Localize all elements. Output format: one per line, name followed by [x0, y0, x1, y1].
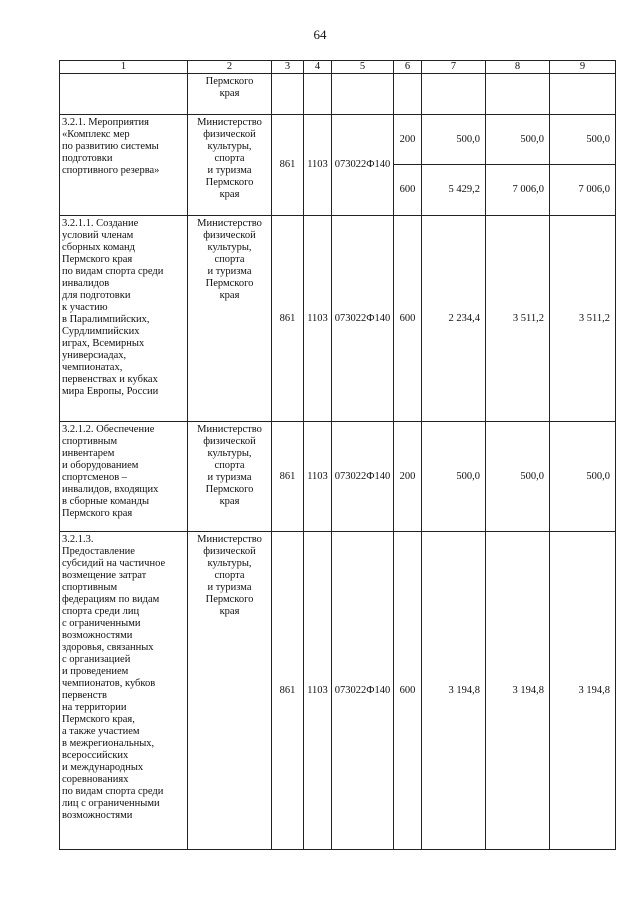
- table-row: [60, 216, 616, 422]
- col-header-6: 6: [394, 61, 422, 74]
- cell-section: 1103: [304, 532, 332, 850]
- table-row: [60, 74, 616, 115]
- cell-grbs: 861: [272, 115, 304, 216]
- cell-expense-type: 200: [394, 115, 422, 165]
- cell-target-article: 073022Ф140: [332, 422, 394, 532]
- cell-value-year1: 5 429,2: [422, 165, 486, 216]
- cell-value-year1: 500,0: [422, 422, 486, 532]
- col-header-5: 5: [332, 61, 394, 74]
- cell-section: 1103: [304, 115, 332, 216]
- table-row: [60, 422, 616, 532]
- col-header-4: 4: [304, 61, 332, 74]
- col-header-2: 2: [188, 61, 272, 74]
- cell-organization: Министерство физической культуры, спорта и туризма Пермского края: [188, 216, 272, 422]
- cell-organization: Министерство физической культуры, спорта и туризма Пермского края: [188, 532, 272, 850]
- cell-target-article: 073022Ф140: [332, 115, 394, 216]
- cell-organization: Министерство физической культуры, спорта и туризма Пермского края: [188, 422, 272, 532]
- cell-value-year3: 7 006,0: [550, 165, 616, 216]
- col-header-7: 7: [422, 61, 486, 74]
- col-header-9: 9: [550, 61, 616, 74]
- cell-target-article: 073022Ф140: [332, 216, 394, 422]
- budget-table: [59, 60, 616, 850]
- cell-value-year3: 3 194,8: [550, 532, 616, 850]
- cell-section: 1103: [304, 422, 332, 532]
- cell-value-year1: 500,0: [422, 115, 486, 165]
- cell-value-year3: 500,0: [550, 115, 616, 165]
- cell-name: 3.2.1.1. Создание условий членам сборных команд Пермского края по видам спорта среди инвалидов для подготовки к участию в Паралимпийских, Сурдлимпийских играх, Всемирных универсиадах, чемпионатах, первенствах и кубках мира Европы, России: [60, 216, 188, 422]
- cell-value-year1: 3 194,8: [422, 532, 486, 850]
- cell-value-year2: 7 006,0: [486, 165, 550, 216]
- cell-name: 3.2.1.2. Обеспечение спортивным инвентарем и оборудованием спортсменов – инвалидов, входящих в сборные команды Пермского края: [60, 422, 188, 532]
- cell-expense-type: 600: [394, 532, 422, 850]
- cell-name: [60, 74, 188, 115]
- cell-organization: Министерство физической культуры, спорта и туризма Пермского края: [188, 115, 272, 216]
- cell-value-year2: 500,0: [486, 115, 550, 165]
- cell-expense-type: 600: [394, 165, 422, 216]
- cell-value-year2: 500,0: [486, 422, 550, 532]
- header-row: [60, 61, 616, 74]
- cell-name: 3.2.1.3. Предоставление субсидий на частичное возмещение затрат спортивным федерациям по видам спорта среди лиц с ограниченными возможностями здоровья, связанных с организацией и проведением чемпионатов, кубков первенств на территории Пермского края, а также участием в межрегиональных, всероссийских и международных соревнованиях по видам спорта среди лиц с ограниченными возможностями: [60, 532, 188, 850]
- cell-name: 3.2.1. Мероприятия «Комплекс мер по развитию системы подготовки спортивного резерва»: [60, 115, 188, 216]
- table-row: [60, 532, 616, 850]
- cell-section: 1103: [304, 216, 332, 422]
- cell-value-year2: 3 194,8: [486, 532, 550, 850]
- cell-value-year1: 2 234,4: [422, 216, 486, 422]
- cell-grbs: 861: [272, 422, 304, 532]
- col-header-3: 3: [272, 61, 304, 74]
- table-row: [60, 115, 616, 165]
- cell-value-year3: 3 511,2: [550, 216, 616, 422]
- cell-grbs: 861: [272, 532, 304, 850]
- cell-value-year2: 3 511,2: [486, 216, 550, 422]
- col-header-1: 1: [60, 61, 188, 74]
- col-header-8: 8: [486, 61, 550, 74]
- cell-organization: Пермского края: [188, 74, 272, 115]
- cell-grbs: 861: [272, 216, 304, 422]
- page-number: 64: [313, 27, 327, 42]
- cell-expense-type: 200: [394, 422, 422, 532]
- cell-target-article: 073022Ф140: [332, 532, 394, 850]
- cell-expense-type: 600: [394, 216, 422, 422]
- cell-value-year3: 500,0: [550, 422, 616, 532]
